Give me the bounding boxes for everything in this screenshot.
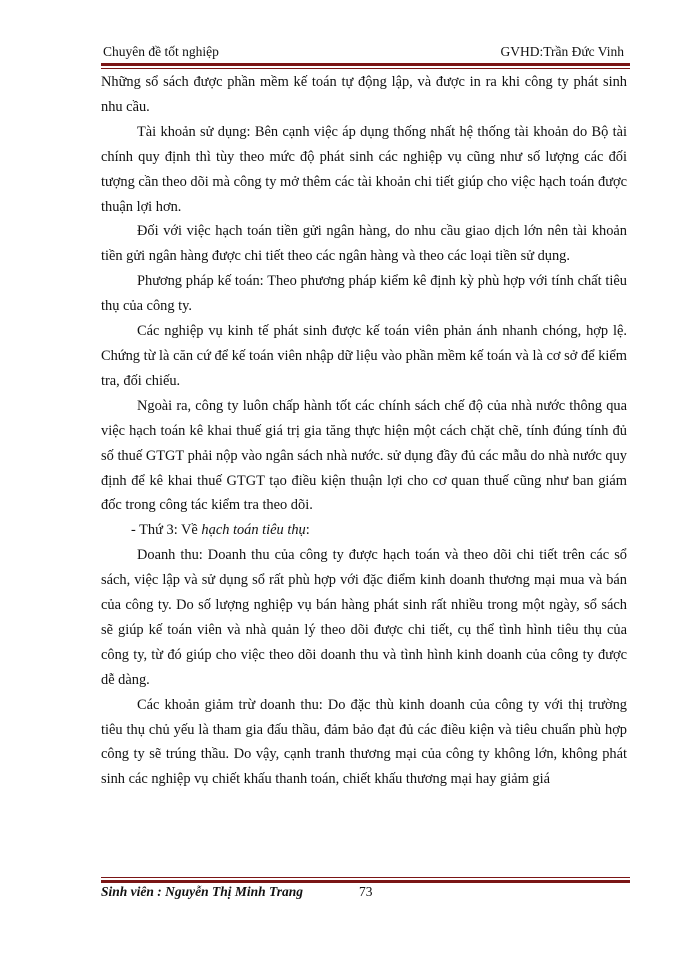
paragraph: Doanh thu: Doanh thu của công ty được hạch toán và theo dõi chi tiết trên các sổ sách, việc lập và sử dụng sổ rất phù hợp với đặc điểm kinh doanh thương mại mua và bán của công ty. Do số lượng nghiệp vụ bán hàng phát sinh rất nhiều trong một ngày, sổ sách sẽ giúp kế toán viên và nhà quản lý theo dõi được chi tiết, cụ thể tình hình tiêu thụ của công ty, từ đó giúp cho việc theo dõi doanh thu và tình hình kinh doanh của công ty được dễ dàng. [101,547,627,688]
body-text [101,70,627,792]
paragraph: Các nghiệp vụ kinh tế phát sinh được kế toán viên phản ánh nhanh chóng, hợp lệ. Chứng từ là căn cứ để kế toán viên nhập dữ liệu vào phần mềm kế toán và là cơ sở để kiểm tra, đối chiếu. [101,323,627,389]
paragraph: Các khoản giảm trừ doanh thu: Do đặc thù kinh doanh của công ty với thị trường tiêu thụ chủ yếu là tham gia đấu thầu, đảm bảo đạt đủ các điều kiện và tiêu chuẩn phù hợp công ty sẽ trúng thầu. Do vậy, cạnh tranh thương mại của công ty không lớn, không phát sinh các nghiệp vụ chiết khấu thanh toán, chiết khấu thương mại hay giảm giá [101,696,627,788]
footer-rule [101,877,630,883]
page-header [101,42,630,64]
section-emphasis: hạch toán tiêu thụ [201,522,306,539]
footer-student: Sinh viên : Nguyễn Thị Minh Trang [101,884,304,899]
section-heading [101,518,627,543]
page-number: 73 [359,884,373,899]
paragraph: Tài khoản sử dụng: Bên cạnh việc áp dụng thống nhất hệ thống tài khoản do Bộ tài chính quy định thì tùy theo mức độ phát sinh các nghiệp vụ cũng như số lượng các đối tượng cần theo dõi mà công ty mở thêm các tài khoản chi tiết giúp cho việc hạch toán được thuận lợi hơn. [101,123,627,215]
header-title: Chuyên đề tốt nghiệp [103,44,219,59]
paragraph: Những sổ sách được phần mềm kế toán tự động lập, và được in ra khi công ty phát sinh nhu cầu. [101,74,627,115]
page-footer [101,884,630,900]
paragraph: Đối với việc hạch toán tiền gửi ngân hàng, do nhu cầu giao dịch lớn nên tài khoản tiền gửi ngân hàng được chi tiết theo các ngân hàng và theo các loại tiền sử dụng. [101,223,627,265]
header-rule [101,63,630,69]
section-suffix: : [305,522,310,539]
paragraph: Phương pháp kế toán: Theo phương pháp kiểm kê định kỳ phù hợp với tính chất tiêu thụ của công ty. [101,273,627,315]
section-prefix: - Thứ 3: Về [131,522,202,539]
header-advisor: GVHD:Trần Đức Vinh [500,44,624,59]
paragraph: Ngoài ra, công ty luôn chấp hành tốt các chính sách chế độ của nhà nước thông qua việc hạch toán kê khai thuế giá trị gia tăng thực hiện một cách chặt chẽ, tính đúng tính đủ số thuế GTGT phải nộp vào ngân sách nhà nước. sử dụng đầy đủ các mẫu do nhà nước quy định để kê khai thuế GTGT tạo điều kiện thuận lợi cho cơ quan thuế cũng như ban giám đốc trong công tác kiểm tra theo dõi. [101,397,627,514]
